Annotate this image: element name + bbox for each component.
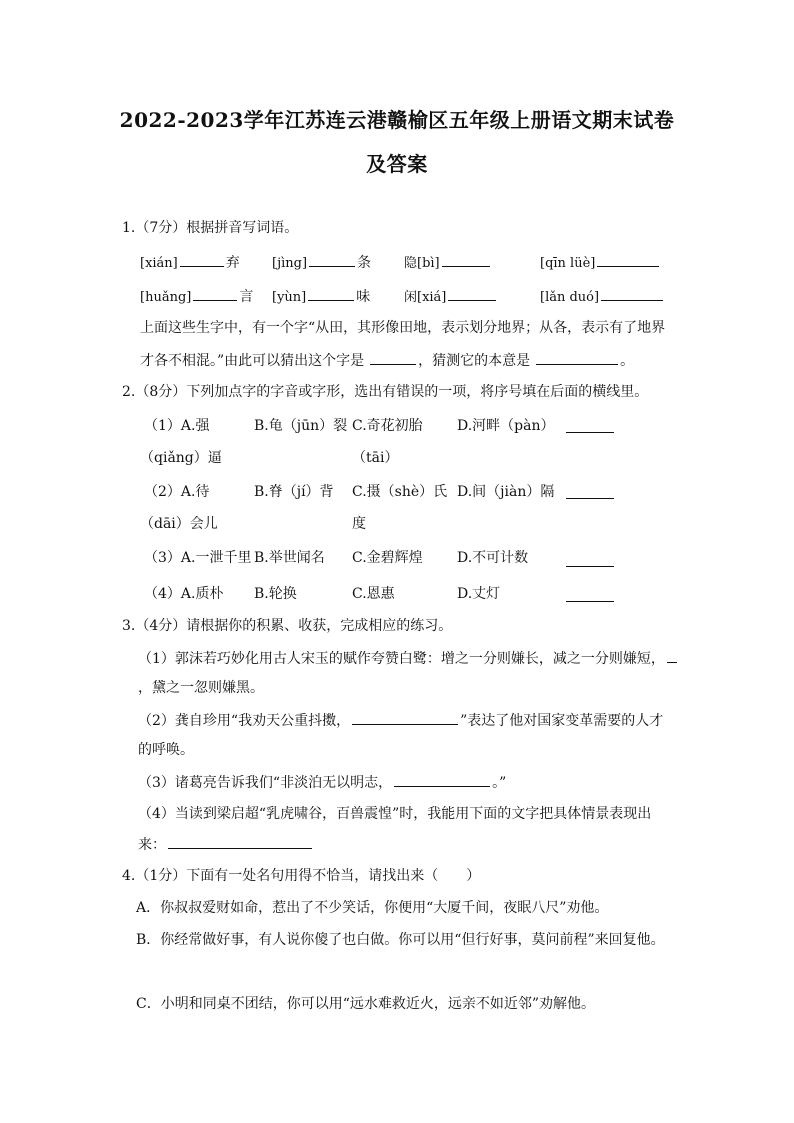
- answer-blank[interactable]: [394, 772, 490, 787]
- q1-item: [404, 286, 498, 308]
- q3-sub2-line2: 的呼唤。: [138, 742, 194, 758]
- q2-g4-option-c: C.恩惠: [352, 586, 395, 602]
- q1-item: [540, 252, 661, 274]
- pinyin: [qīn lüè]: [540, 256, 596, 271]
- pinyin: [huǎng]: [140, 290, 192, 305]
- q2-g4-option-a: （4）A.质朴: [144, 586, 224, 602]
- q2-g1-option-a-cont: （qiǎng）逼: [140, 450, 222, 466]
- q3-sub4-line2: 来：: [138, 834, 314, 855]
- answer-blank[interactable]: [309, 252, 355, 267]
- char: 弃: [225, 255, 240, 271]
- q2-g1-option-c-cont: （tāi）: [352, 450, 399, 466]
- page-title: 2022-2023学年江苏连云港赣榆区五年级上册语文期末试卷: [119, 108, 675, 132]
- answer-blank[interactable]: [667, 648, 677, 663]
- answer-blank[interactable]: [352, 710, 458, 725]
- char: 味: [356, 289, 371, 305]
- q1-paragraph-line2: 才各不相混。”由此可以猜出这个字是 ，猜测它的本意是 。: [140, 350, 634, 371]
- q1-item: [404, 252, 492, 274]
- q2-g4-option-b: B.轮换: [254, 586, 297, 602]
- q2-g2-answer-blank[interactable]: [566, 498, 614, 499]
- q3-sub1-line2: ，黛之一忽则嫌黑。: [138, 680, 264, 696]
- q2-g3-option-b: B.举世闻名: [254, 550, 325, 566]
- q2-g3-answer-blank[interactable]: [566, 566, 614, 567]
- q3-sub2-line1: （2）龚自珍用“我劝天公重抖擞， ”表达了他对国家变革需要的人才: [138, 710, 663, 731]
- q1-item: [540, 286, 665, 308]
- q2-g2-option-c: C.摄（shè）氏: [352, 484, 448, 500]
- q1-item: [140, 252, 240, 274]
- char: 言: [239, 289, 254, 305]
- pinyin: [xián]: [140, 256, 178, 271]
- q3-sub3: （3）诸葛亮告诉我们“非淡泊无以明志， 。”: [138, 772, 506, 793]
- q2-g1-option-c: C.奇花初胎: [352, 418, 423, 434]
- q3-sub1-line1: （1）郭沫若巧妙化用古人宋玉的赋作夸赞白鹭：增之一分则嫌长，减之一分则嫌短，: [138, 648, 679, 669]
- q2-g3-option-d: D.不可计数: [457, 550, 529, 566]
- answer-blank[interactable]: [193, 286, 237, 301]
- answer-blank[interactable]: [308, 286, 354, 301]
- q1-stem: 1.（7分）根据拼音写词语。: [122, 220, 299, 236]
- answer-blank[interactable]: [448, 286, 496, 301]
- pinyin: 闲[xiá]: [404, 290, 447, 305]
- answer-blank[interactable]: [370, 350, 416, 365]
- q2-g3-option-c: C.金碧辉煌: [352, 550, 423, 566]
- q2-g1-option-b: B.龟（jūn）裂: [254, 418, 348, 434]
- page-title-line2: 及答案: [366, 152, 428, 176]
- q2-g1-answer-blank[interactable]: [566, 432, 614, 433]
- q4-option-a[interactable]: A．你叔叔爱财如命，惹出了不少笑话，你便用“大厦千间，夜眠八尺”劝他。: [136, 900, 609, 916]
- pinyin: [yùn]: [272, 290, 307, 305]
- q3-sub4-line1: （4）当读到梁启超“乳虎啸谷，百兽震惶”时，我能用下面的文字把具体情景表现出: [138, 806, 652, 822]
- q4-option-c[interactable]: C．小明和同桌不团结，你可以用“远水难救近火，远亲不如近邻”劝解他。: [136, 996, 596, 1012]
- answer-blank[interactable]: [597, 252, 659, 267]
- q2-g2-option-a-cont: （dāi）会儿: [140, 516, 218, 532]
- q2-g1-option-d: D.河畔（pàn）: [457, 418, 555, 434]
- q2-stem: 2.（8分）下列加点字的字音或字形，选出有错误的一项，将序号填在后面的横线里。: [122, 384, 649, 400]
- answer-blank[interactable]: [168, 834, 312, 849]
- pinyin: [jìng]: [272, 256, 308, 271]
- q2-g2-option-d: D.间（jiàn）隔: [457, 484, 555, 500]
- q1-item: [272, 252, 371, 274]
- q2-g2-option-c-cont: 度: [352, 516, 366, 532]
- q2-g4-answer-blank[interactable]: [566, 601, 614, 602]
- answer-blank[interactable]: [442, 252, 490, 267]
- q2-g2-option-b: B.脊（jí）背: [254, 484, 334, 500]
- q2-g2-option-a: （2）A.待: [144, 484, 210, 500]
- q4-stem: 4.（1分）下面有一处名句用得不恰当，请找出来（ ）: [122, 868, 481, 884]
- q2-g4-option-d: D.丈灯: [457, 586, 501, 602]
- q1-item: [140, 286, 253, 308]
- q4-option-b[interactable]: B．你经常做好事，有人说你傻了也白做。你可以用“但行好事，莫问前程”来回复他。: [136, 932, 665, 948]
- answer-blank[interactable]: [536, 350, 618, 365]
- pinyin: [lǎn duó]: [540, 290, 600, 305]
- q1-paragraph: 上面这些生字中，有一个字“从田，其形像田地，表示划分地界；从各，表示有了地界: [140, 320, 666, 336]
- pinyin: 隐[bì]: [404, 256, 440, 271]
- answer-blank[interactable]: [601, 286, 663, 301]
- answer-blank[interactable]: [180, 252, 224, 267]
- q3-stem: 3.（4分）请根据你的积累、收获，完成相应的练习。: [122, 618, 453, 634]
- q2-g1-option-a: （1）A.强: [144, 418, 210, 434]
- char: 条: [357, 255, 372, 271]
- q1-item: [272, 286, 370, 308]
- q2-g3-option-a: （3）A.一泄千里: [144, 550, 252, 566]
